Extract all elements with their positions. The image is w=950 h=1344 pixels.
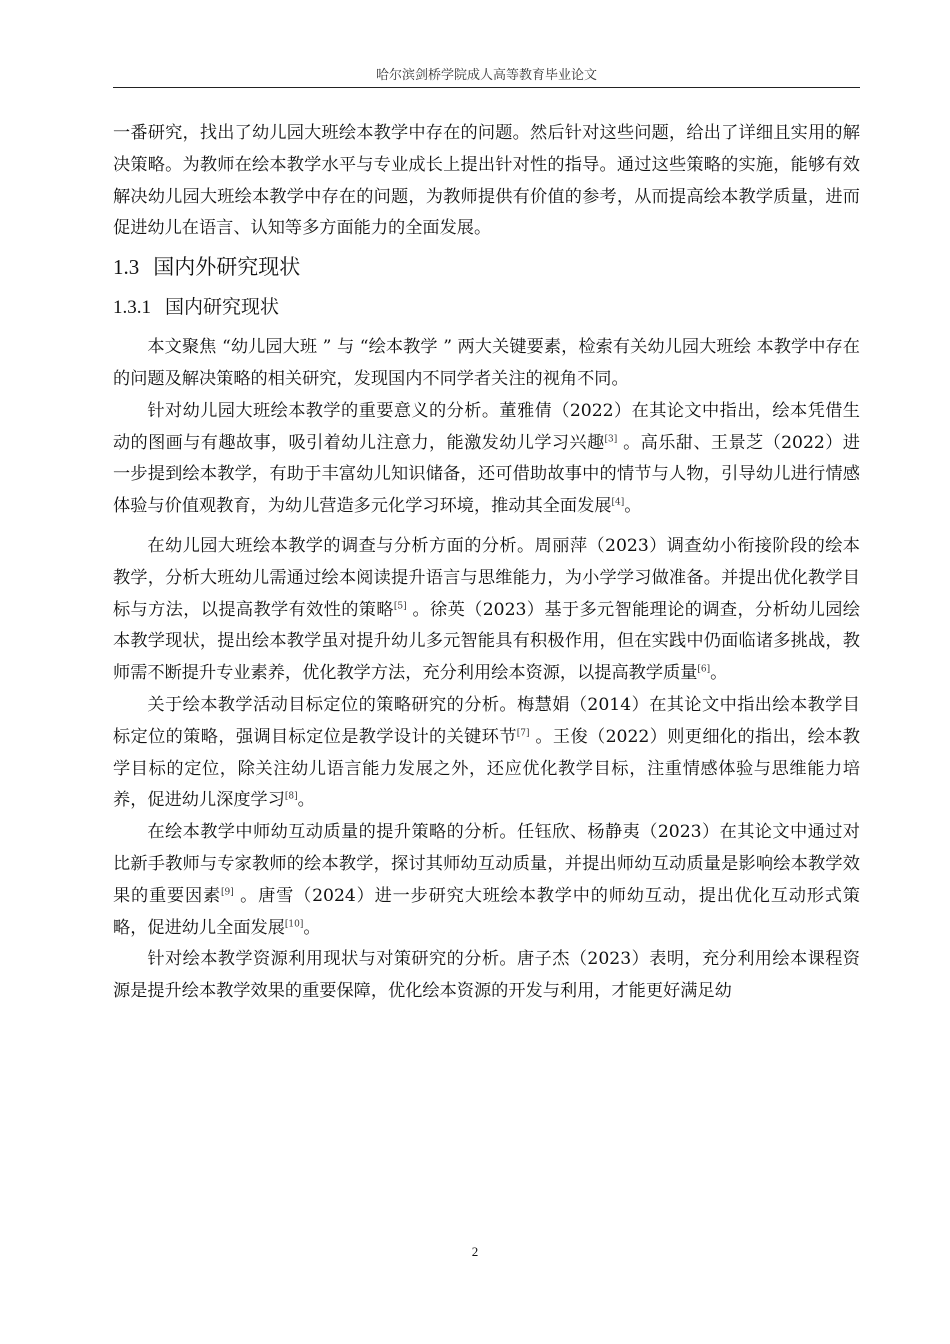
paragraph-text: 。 [624, 496, 642, 517]
paragraph-text: 。高乐甜、王景芝（2022）进一步提到绘本教学，有助于丰富幼儿知识储备，还可借助故事中的情节与人物，引导幼儿进行情感体验与价值观教育，为幼儿营造多元化学习环境，推动其全面发展 [113, 432, 860, 517]
body-paragraph: 本文聚焦 “幼儿园大班 ” 与 “绘本教学 ” 两大关键要素，检索有关幼儿园大班绘 本教学中存在的问题及解决策略的相关研究，发现国内不同学者关注的视角不同。 [113, 337, 860, 389]
paragraph-text: 在幼儿园大班绘本教学的调查与分析方面的分析。周丽萍（2023）调查幼小衔接阶段的绘本教学，分析大班幼儿需通过绘本阅读提升语言与思维能力，为小学学习做准备。并提出优化教学目标与方法，以提高教学有效性的策略 [113, 535, 860, 620]
citation-ref: [5] [393, 600, 407, 611]
header-rule [113, 87, 860, 88]
body-paragraph [113, 396, 860, 523]
paragraph-text: 。唐雪（2024）进一步研究大班绘本教学中的师幼互动，提出优化互动形式策略，促进幼儿全面发展 [113, 885, 860, 938]
section-number: 1.3 [113, 255, 140, 280]
citation-ref: [6] [697, 664, 711, 675]
citation-ref: [7] [516, 728, 530, 739]
subsection-title: 国内研究现状 [165, 296, 280, 319]
citation-ref: [3] [604, 433, 618, 444]
citation-ref: [10] [284, 918, 304, 929]
page-number: 2 [471, 1244, 479, 1259]
subsection-number: 1.3.1 [113, 297, 151, 319]
body-paragraph [113, 690, 860, 817]
body-paragraph: 针对绘本教学资源利用现状与对策研究的分析。唐子杰（2023）表明，充分利用绘本课程资源是提升绘本教学效果的重要保障，优化绘本资源的开发与利用，才能更好满足幼 [113, 949, 860, 1002]
section-heading [113, 251, 860, 283]
citation-ref: [9] [221, 887, 234, 897]
citation-ref: [8] [284, 791, 298, 802]
paragraph-text: 。 [303, 917, 321, 938]
body-paragraph [113, 531, 860, 690]
intro-paragraph: 一番研究，找出了幼儿园大班绘本教学中存在的问题。然后针对这些问题，给出了详细且实用的解决策略。为教师在绘本教学水平与专业成长上提出针对性的指导。通过这些策略的实施，能够有效解决幼儿园大班绘本教学中存在的问题，为教师提供有价值的参考，从而提高绘本教学质量，进而促进幼儿在语言、认知等多方面能力的全面发展。 [113, 123, 860, 239]
page-header: 哈尔滨剑桥学院成人高等教育毕业论文 [375, 68, 597, 83]
page-body [113, 118, 860, 1008]
paragraph-text: 。徐英（2023）基于多元智能理论的调查，分析幼儿园绘本教学现状，提出绘本教学虽对提升幼儿多元智能具有积极作用，但在实践中仍面临诸多挑战，教师需不断提升专业素养，优化教学方法，充分利用绘本资源，以提高教学质量 [113, 599, 860, 684]
paragraph-text: 。 [710, 663, 728, 684]
paragraph-text: 关于绘本教学活动目标定位的策略研究的分析。梅慧娟（2014）在其论文中指出绘本教学目标定位的策略，强调目标定位是教学设计的关键环节 [113, 694, 860, 747]
body-paragraph [113, 817, 860, 944]
paragraph-text: 针对幼儿园大班绘本教学的重要意义的分析。董雅倩（2022）在其论文中指出，绘本凭借生动的图画与有趣故事，吸引着幼儿注意力，能激发幼儿学习兴趣 [113, 400, 860, 453]
subsection-heading [113, 291, 860, 324]
citation-ref: [4] [611, 497, 625, 508]
paragraph-text: 在绘本教学中师幼互动质量的提升策略的分析。任钰欣、杨静夷（2023）在其论文中通过对比新手教师与专家教师的绘本教学，探讨其师幼互动质量，并提出师幼互动质量是影响绘本教学效果的重要因素 [113, 822, 860, 906]
paragraph-text: 。 [297, 790, 315, 811]
paragraph-text: 。王俊（2022）则更细化的指出，绘本教学目标的定位，除关注幼儿语言能力发展之外，还应优化教学目标，注重情感体验与思维能力培养，促进幼儿深度学习 [113, 726, 860, 811]
section-title: 国内外研究现状 [153, 255, 301, 280]
